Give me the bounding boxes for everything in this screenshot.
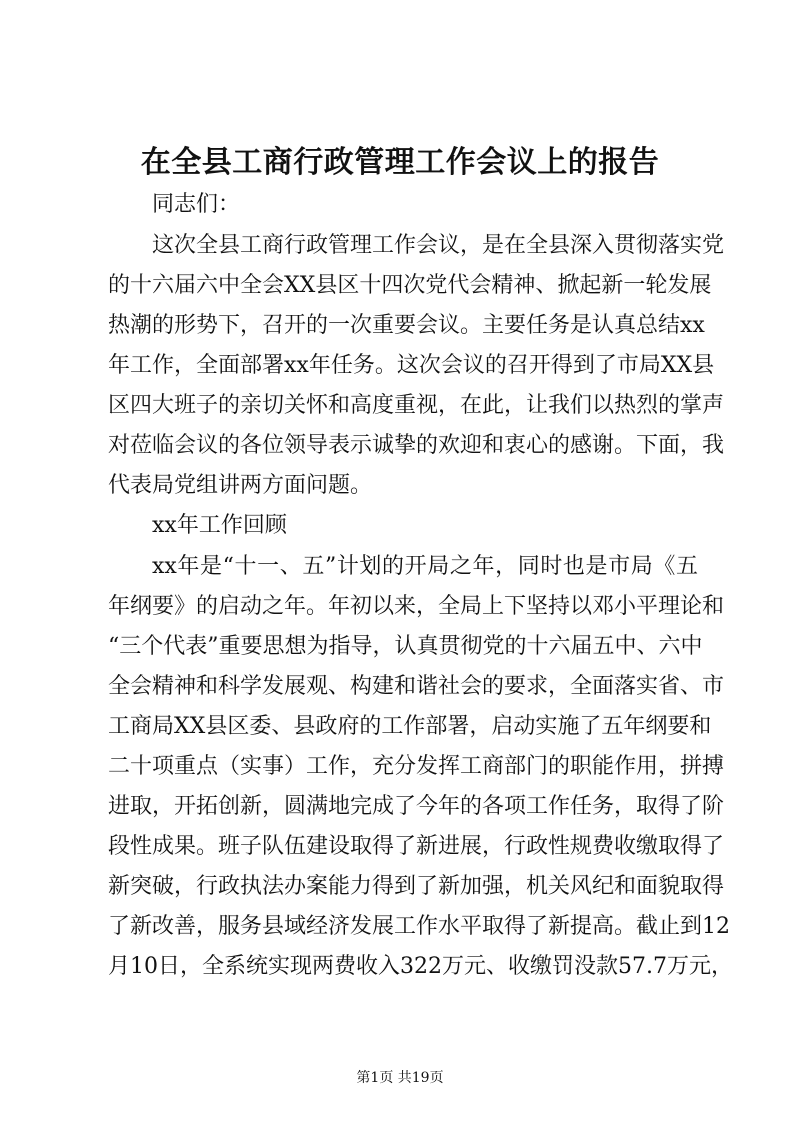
paragraph-line: 的十六届六中全会XX县区十四次党代会精神、掀起新一轮发展 xyxy=(108,273,712,298)
paragraph-line: 月10日，全系统实现两费收入322万元、收缴罚没款57.7万元， xyxy=(108,954,733,979)
paragraph-line: 工商局XX县区委、县政府的工作部署，启动实施了五年纲要和 xyxy=(108,714,712,739)
paragraph-line: 全会精神和科学发展观、构建和谐社会的要求，全面落实省、市 xyxy=(108,674,725,699)
paragraph-line: 代表局党组讲两方面问题。 xyxy=(108,473,373,498)
paragraph-line: 进取，开拓创新，圆满地完成了今年的各项工作任务，取得了阶 xyxy=(108,794,725,819)
paragraph-line: 年纲要》的启动之年。年初以来，全局上下坚持以邓小平理论和 xyxy=(108,594,725,619)
paragraph-line: 热潮的形势下，召开的一次重要会议。主要任务是认真总结xx xyxy=(108,313,705,338)
paragraph-line: 了新改善，服务县域经济发展工作水平取得了新提高。截止到12 xyxy=(108,914,730,939)
paragraph-line: “三个代表”重要思想为指导，认真贯彻党的十六届五中、六中 xyxy=(108,634,703,659)
paragraph-line: 这次全县工商行政管理工作会议，是在全县深入贯彻落实党 xyxy=(152,233,725,258)
document-title: 在全县工商行政管理工作会议上的报告 xyxy=(140,145,660,180)
paragraph-line: 区四大班子的亲切关怀和高度重视，在此，让我们以热烈的掌声 xyxy=(108,393,725,418)
salutation: 同志们： xyxy=(152,192,241,217)
paragraph-line: 年工作，全面部署xx年任务。这次会议的召开得到了市局XX县 xyxy=(108,353,715,378)
page-number-footer: 第1页 共19页 xyxy=(356,1070,444,1086)
paragraph-line: 对莅临会议的各位领导表示诚挚的欢迎和衷心的感谢。下面，我 xyxy=(108,433,725,458)
paragraph-line: 段性成果。班子队伍建设取得了新进展，行政性规费收缴取得了 xyxy=(108,834,725,859)
section-heading: xx年工作回顾 xyxy=(152,513,287,538)
paragraph-line: xx年是“十一、五”计划的开局之年，同时也是市局《五 xyxy=(152,554,698,579)
paragraph-line: 新突破，行政执法办案能力得到了新加强，机关风纪和面貌取得 xyxy=(108,874,725,899)
paragraph-line: 二十项重点（实事）工作，充分发挥工商部门的职能作用，拼搏 xyxy=(108,754,725,779)
